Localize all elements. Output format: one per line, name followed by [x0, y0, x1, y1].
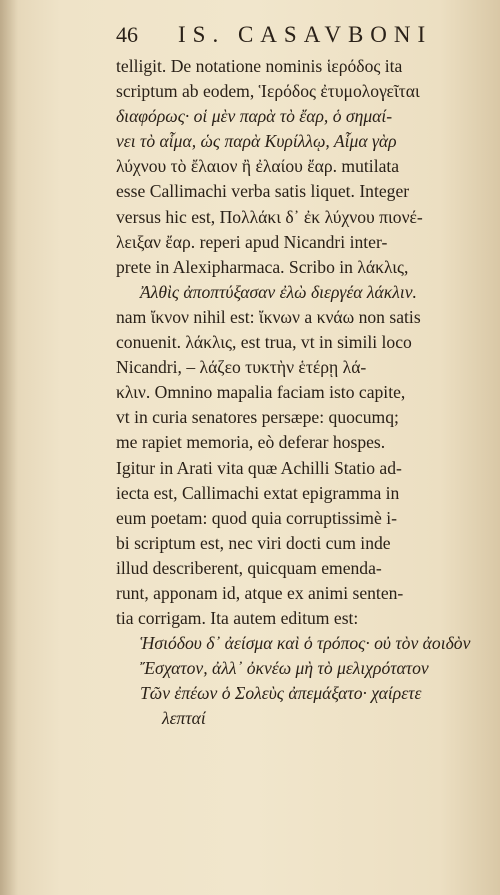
text-line: Igitur in Arati vita quæ Achilli Statio ad-	[116, 457, 402, 478]
text-line: διαφόρως· οἱ μὲν παρὰ τὸ ἔαρ, ὁ σημαί-	[116, 106, 393, 127]
epigram-line: Ἡσιόδου δ᾽ ἀείσμα καὶ ὁ τρόπος· οὐ τὸν ἀοιδὸν	[140, 633, 471, 654]
running-title: IS. CASAVBONI	[178, 22, 433, 47]
text-line: scriptum ab eodem, Ἱερόδος ἐτυμολογεῖται	[116, 81, 420, 102]
text-line: κλιν. Omnino mapalia faciam isto capite,	[116, 382, 406, 403]
text-line: conuenit. λάκλις, est trua, vt in simili loco	[116, 332, 412, 353]
text-line: nam ἴκνον nihil est: ἴκνων a κνάω non satis	[116, 306, 421, 327]
page-header	[116, 20, 456, 54]
text-line: runt, apponam id, atque ex animi senten-	[116, 582, 404, 603]
text-line: iecta est, Callimachi extat epigramma in	[116, 482, 400, 503]
text-line: λύχνου τὸ ἔλαιον ἢ ἐλαίου ἔαρ. mutilata	[116, 156, 400, 177]
text-line: me rapiet memoria, eò deferar hospes.	[116, 432, 386, 453]
text-line: bi scriptum est, nec viri docti cum inde	[116, 532, 391, 553]
text-line: Nicandri, – λάζεο τυκτὴν ἑτέρῃ λά-	[116, 357, 367, 378]
main-text	[116, 54, 486, 732]
text-line: tia corrigam. Ita autem editum est:	[116, 608, 359, 629]
text-line: vt in curia senatores persæpe: quocumq;	[116, 407, 399, 428]
text-line: λειξαν ἔαρ. reperi apud Nicandri inter-	[116, 231, 388, 252]
epigram-line: λεπταί	[162, 708, 206, 729]
text-line: Ἀλθὶς ἀποπτύξασαν ἐλὼ διεργέα λάκλιν.	[140, 281, 417, 302]
epigram	[116, 631, 486, 731]
text-line: prete in Alexipharmaca. Scribo in λάκλις,	[116, 256, 409, 277]
text-line: telligit. De notatione nominis ἱερόδος ita	[116, 56, 403, 76]
epigram-line: Ἔσχατον, ἀλλ᾽ ὀκνέω μὴ τὸ μελιχρότατον	[140, 658, 429, 679]
text-line: illud describerent, quicquam emenda-	[116, 557, 382, 578]
text-line: eum poetam: quod quia corruptissimè i-	[116, 507, 397, 528]
text-line: esse Callimachi verba satis liquet. Integer	[116, 181, 410, 202]
epigram-line: Τῶν ἐπέων ὁ Σολεὺς ἀπεμάξατο· χαίρετε	[140, 683, 422, 704]
text-line: versus hic est, Πολλάκι δ᾽ ἐκ λύχνου πιονέ-	[116, 206, 423, 227]
text-line: νει τὸ αἷμα, ὡς παρὰ Κυρίλλῳ, Αἷμα γὰρ	[116, 131, 397, 152]
page-number: 46	[116, 22, 138, 47]
spine-shadow	[0, 0, 18, 895]
